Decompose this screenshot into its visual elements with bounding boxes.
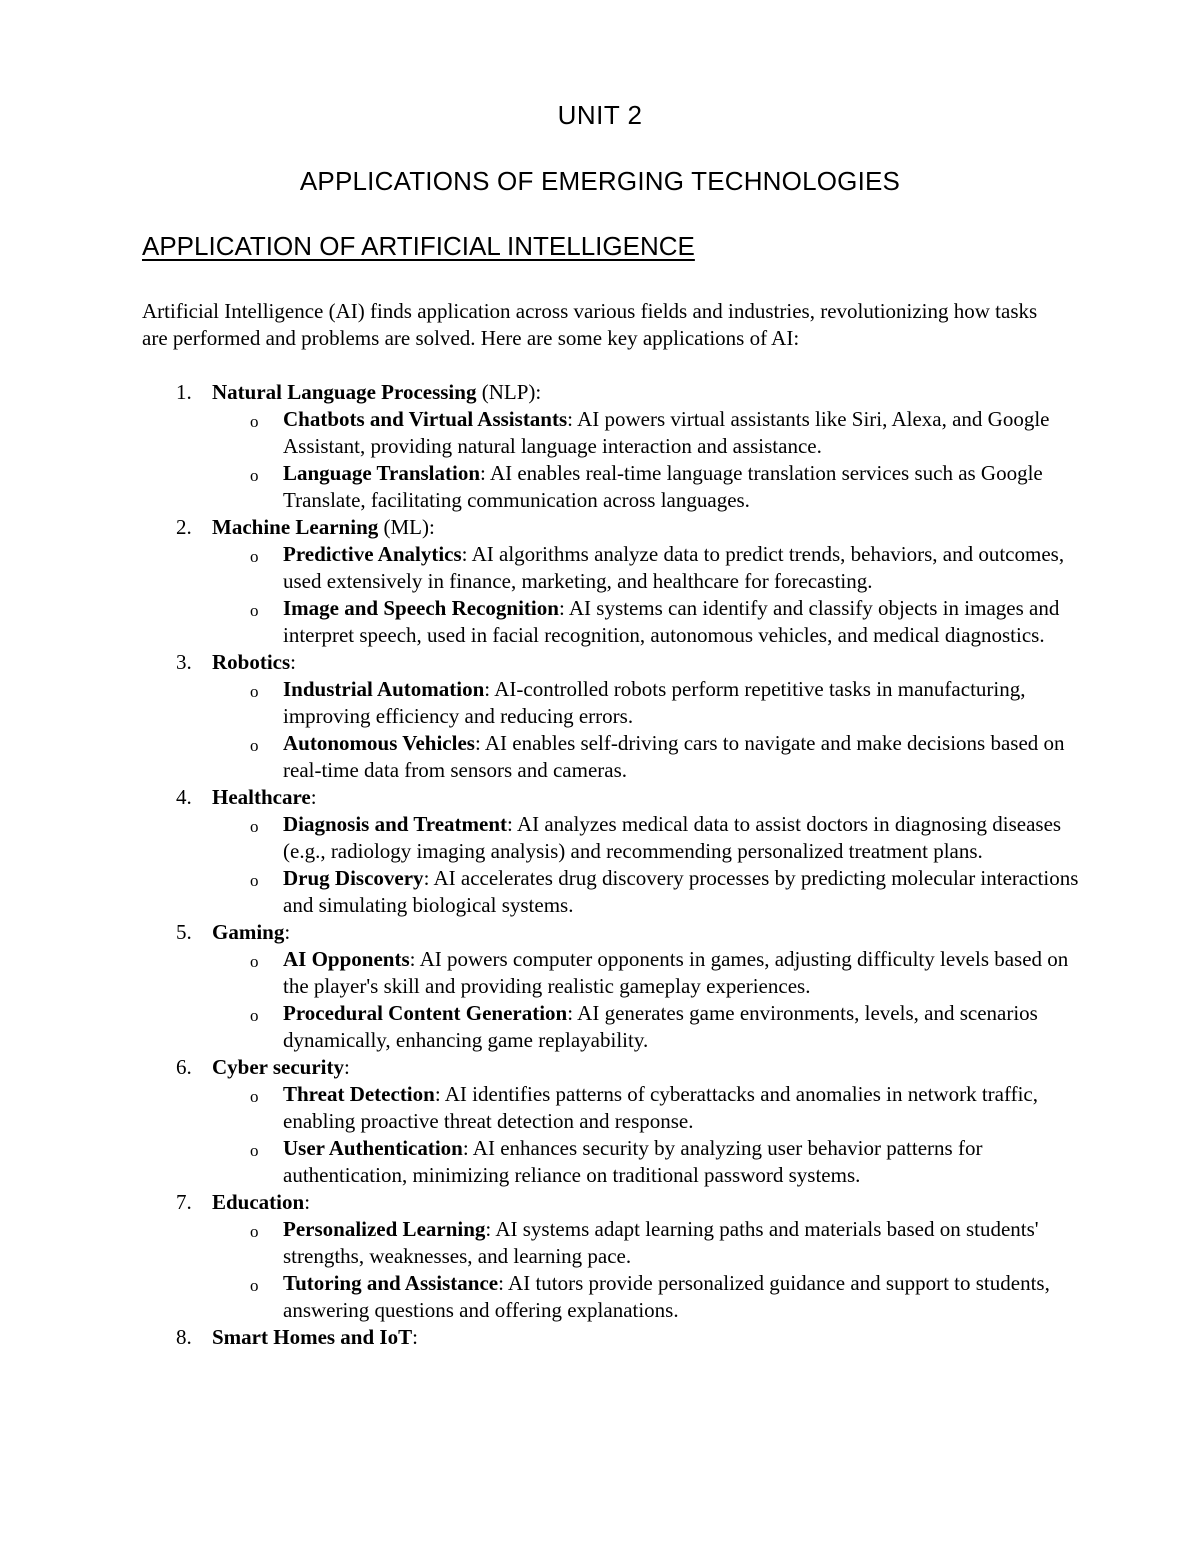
circle-bullet-icon: o xyxy=(250,682,259,701)
sub-list-item xyxy=(142,406,1082,460)
list-number: 4. xyxy=(176,785,192,809)
sub-item-text: : AI analyzes medical data to assist doctors in diagnosing diseases (e.g., radiology imaging analysis) and recommending personalized treatment plans. xyxy=(283,812,1062,863)
list-item xyxy=(142,1324,1082,1351)
list-item-title: Education xyxy=(212,1190,305,1214)
list-item xyxy=(142,379,1082,514)
sub-item-title: Diagnosis and Treatment xyxy=(283,812,508,836)
list-number: 1. xyxy=(176,380,192,404)
applications-list xyxy=(142,379,1082,1351)
circle-bullet-icon: o xyxy=(250,1276,259,1295)
list-item-heading xyxy=(142,514,1082,541)
list-item xyxy=(142,649,1082,784)
sub-item-title: Procedural Content Generation xyxy=(283,1001,568,1025)
sub-list-item xyxy=(142,1000,1082,1054)
sub-item-title: Tutoring and Assistance xyxy=(283,1271,499,1295)
sub-list xyxy=(142,1081,1082,1189)
document-subtitle: APPLICATIONS OF EMERGING TECHNOLOGIES xyxy=(299,166,901,196)
list-item xyxy=(142,1054,1082,1189)
sub-item-text: : AI accelerates drug discovery processes by predicting molecular interactions and simulating biological systems. xyxy=(283,866,1079,917)
circle-bullet-icon: o xyxy=(250,547,259,566)
sub-item-title: Image and Speech Recognition xyxy=(283,596,559,620)
sub-list-item xyxy=(142,811,1082,865)
list-item-suffix: : xyxy=(344,1055,350,1079)
list-item-heading xyxy=(142,1324,1082,1351)
sub-item-text: : AI enables real-time language translation services such as Google Translate, facilitating communication across languages. xyxy=(283,461,1043,512)
list-item xyxy=(142,784,1082,919)
list-item-suffix: : xyxy=(284,920,291,944)
sub-list-item xyxy=(142,595,1082,649)
circle-bullet-icon: o xyxy=(250,1222,259,1241)
sub-list-item xyxy=(142,730,1082,784)
sub-list xyxy=(142,811,1082,919)
list-item-title: Robotics xyxy=(212,650,291,674)
sub-list-item xyxy=(142,1270,1082,1324)
circle-bullet-icon: o xyxy=(250,1006,259,1025)
list-item-title: Smart Homes and IoT xyxy=(212,1325,413,1349)
list-item-heading xyxy=(142,379,1082,406)
list-item xyxy=(142,514,1082,649)
sub-item-title: Language Translation xyxy=(283,461,481,485)
sub-list-item xyxy=(142,1135,1082,1189)
circle-bullet-icon: o xyxy=(250,952,259,971)
circle-bullet-icon: o xyxy=(250,601,259,620)
sub-list xyxy=(142,1216,1082,1324)
unit-title: UNIT 2 xyxy=(557,100,643,130)
sub-list xyxy=(142,406,1082,514)
sub-item-text: : AI-controlled robots perform repetitive tasks in manufacturing, improving efficiency and reducing errors. xyxy=(283,677,1026,728)
section-heading: APPLICATION OF ARTIFICIAL INTELLIGENCE xyxy=(142,231,695,261)
list-item xyxy=(142,1189,1082,1324)
sub-list-item xyxy=(142,676,1082,730)
list-item-suffix: (ML): xyxy=(378,515,435,539)
sub-item-text: : AI systems can identify and classify objects in images and interpret speech, used in facial recognition, autonomous vehicles, and medical diagnostics. xyxy=(283,596,1060,647)
sub-list-item xyxy=(142,541,1082,595)
sub-item-title: Predictive Analytics xyxy=(283,542,462,566)
list-item-suffix: (NLP): xyxy=(476,380,542,404)
list-number: 8. xyxy=(176,1325,192,1349)
circle-bullet-icon: o xyxy=(250,1141,259,1160)
list-item-heading xyxy=(142,784,1082,811)
sub-list-item xyxy=(142,946,1082,1000)
sub-item-title: Autonomous Vehicles xyxy=(283,731,475,755)
sub-item-text: : AI enables self-driving cars to navigate and make decisions based on real-time data from sensors and cameras. xyxy=(283,731,1065,782)
list-item-title: Machine Learning xyxy=(212,515,379,539)
sub-item-title: User Authentication xyxy=(283,1136,463,1160)
sub-list xyxy=(142,946,1082,1054)
list-number: 2. xyxy=(176,515,192,539)
sub-list-item xyxy=(142,1216,1082,1270)
list-item-suffix: : xyxy=(290,650,297,674)
list-item-suffix: : xyxy=(304,1190,311,1214)
sub-item-title: Industrial Automation xyxy=(283,677,485,701)
list-item-suffix: : xyxy=(412,1325,418,1349)
sub-item-text: : AI identifies patterns of cyberattacks and anomalies in network traffic, enabling proactive threat detection and response. xyxy=(283,1082,1038,1133)
circle-bullet-icon: o xyxy=(250,466,259,485)
circle-bullet-icon: o xyxy=(250,871,259,890)
list-item-heading xyxy=(142,919,1082,946)
circle-bullet-icon: o xyxy=(250,1087,259,1106)
sub-item-title: Threat Detection xyxy=(283,1082,435,1106)
list-item-title: Healthcare xyxy=(212,785,311,809)
list-number: 3. xyxy=(176,650,192,674)
circle-bullet-icon: o xyxy=(250,817,259,836)
sub-item-text: : AI systems adapt learning paths and materials based on students' strengths, weaknesses, and learning pace. xyxy=(283,1217,1039,1268)
list-item-title: Gaming xyxy=(212,920,285,944)
sub-item-text: : AI tutors provide personalized guidance and support to students, answering questions and offering explanations. xyxy=(283,1271,1050,1322)
sub-list-item xyxy=(142,460,1082,514)
sub-item-text: : AI powers computer opponents in games, adjusting difficulty levels based on the player's skill and providing realistic gameplay experiences. xyxy=(283,947,1069,998)
sub-list xyxy=(142,676,1082,784)
sub-list xyxy=(142,541,1082,649)
circle-bullet-icon: o xyxy=(250,736,259,755)
list-item-heading xyxy=(142,1054,1082,1081)
list-item-heading xyxy=(142,1189,1082,1216)
sub-item-text: : AI enhances security by analyzing user behavior patterns for authentication, minimizing reliance on traditional password systems. xyxy=(283,1136,983,1187)
sub-item-text: : AI powers virtual assistants like Siri, Alexa, and Google Assistant, providing natural language interaction and assistance. xyxy=(283,407,1050,458)
sub-item-title: Chatbots and Virtual Assistants xyxy=(283,407,568,431)
list-number: 5. xyxy=(176,920,192,944)
sub-list-item xyxy=(142,1081,1082,1135)
list-item-heading xyxy=(142,649,1082,676)
list-number: 7. xyxy=(176,1190,192,1214)
sub-item-text: : AI generates game environments, levels, and scenarios dynamically, enhancing game replayability. xyxy=(283,1001,1038,1052)
sub-list-item xyxy=(142,865,1082,919)
sub-item-title: Drug Discovery xyxy=(283,866,424,890)
sub-item-title: AI Opponents xyxy=(283,947,410,971)
circle-bullet-icon: o xyxy=(250,412,259,431)
sub-item-text: : AI algorithms analyze data to predict trends, behaviors, and outcomes, used extensively in finance, marketing, and healthcare for forecasting. xyxy=(283,542,1065,593)
list-number: 6. xyxy=(176,1055,192,1079)
list-item-suffix: : xyxy=(310,785,317,809)
list-item-title: Natural Language Processing xyxy=(212,380,477,404)
list-item-title: Cyber security xyxy=(212,1055,344,1079)
intro-paragraph: Artificial Intelligence (AI) finds application across various fields and industries, revolutionizing how tasks are performed and problems are solved. Here are some key applications of AI: xyxy=(142,299,1038,350)
sub-item-title: Personalized Learning xyxy=(283,1217,486,1241)
list-item xyxy=(142,919,1082,1054)
